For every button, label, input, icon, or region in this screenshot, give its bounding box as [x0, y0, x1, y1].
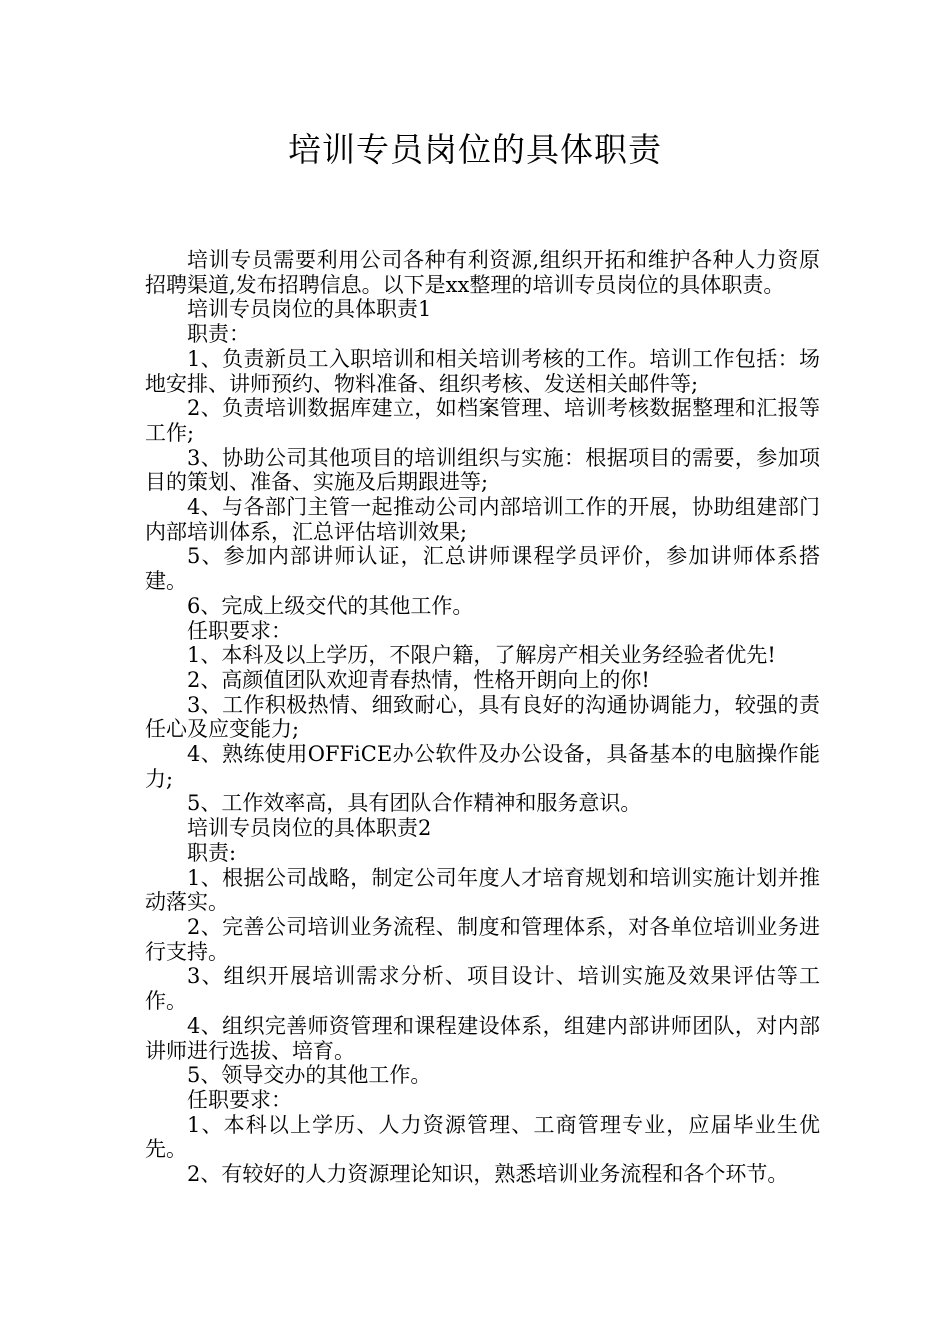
- duty-item: 5、领导交办的其他工作。: [187, 1063, 432, 1088]
- duty-item: 3、组织开展培训需求分析、项目设计、培训实施及效果评估等工作。: [145, 964, 820, 1014]
- duty-item: 3、协助公司其他项目的培训组织与实施：根据项目的需要，参加项目的策划、准备、实施及后期跟进等;: [145, 445, 820, 495]
- duty-item: 1、负责新员工入职培训和相关培训考核的工作。培训工作包括：场地安排、讲师预约、物料准备、组织考核、发送相关邮件等;: [145, 346, 820, 396]
- duties-label-2: 职责:: [187, 840, 237, 865]
- document-title: 培训专员岗位的具体职责: [288, 130, 662, 169]
- requirement-item: 1、本科及以上学历，不限户籍，了解房产相关业务经验者优先!: [187, 643, 776, 668]
- section-heading-1: 培训专员岗位的具体职责1: [187, 297, 432, 322]
- document-body: [145, 248, 820, 1187]
- requirement-item: 2、高颜值团队欢迎青春热情，性格开朗向上的你!: [187, 667, 650, 692]
- requirement-item: 5、工作效率高，具有团队合作精神和服务意识。: [187, 791, 642, 816]
- requirement-item: 1、本科以上学历、人力资源管理、工商管理专业，应届毕业生优先。: [145, 1112, 820, 1162]
- duties-label-1: 职责：: [187, 322, 250, 347]
- requirement-item: 3、工作积极热情、细致耐心，具有良好的沟通协调能力，较强的责任心及应变能力;: [145, 692, 820, 742]
- duty-item: 5、参加内部讲师认证，汇总讲师课程学员评价，参加讲师体系搭建。: [145, 544, 820, 594]
- duty-item: 6、完成上级交代的其他工作。: [187, 593, 474, 618]
- requirements-label-2: 任职要求：: [187, 1087, 292, 1112]
- duty-item: 2、完善公司培训业务流程、制度和管理体系，对各单位培训业务进行支持。: [145, 914, 820, 964]
- requirements-label-1: 任职要求：: [187, 618, 292, 643]
- duty-item: 4、与各部门主管一起推动公司内部培训工作的开展，协助组建部门内部培训体系，汇总评估培训效果;: [145, 495, 820, 544]
- requirement-item: 4、熟练使用OFFiCE办公软件及办公设备，具备基本的电脑操作能力;: [145, 742, 820, 791]
- intro-paragraph: 培训专员需要利用公司各种有利资源,组织开拓和维护各种人力资原招聘渠道,发布招聘信息。以下是xx整理的培训专员岗位的具体职责。: [145, 248, 820, 297]
- duty-item: 2、负责培训数据库建立，如档案管理、培训考核数据整理和汇报等工作;: [145, 396, 820, 445]
- requirement-item: 2、有较好的人力资源理论知识，熟悉培训业务流程和各个环节。: [187, 1162, 789, 1187]
- duty-item: 4、组织完善师资管理和课程建设体系，组建内部讲师团队，对内部讲师进行选拔、培育。: [145, 1013, 820, 1063]
- section-heading-2: 培训专员岗位的具体职责2: [187, 816, 432, 841]
- duty-item: 1、根据公司战略，制定公司年度人才培育规划和培训实施计划并推动落实。: [145, 865, 820, 915]
